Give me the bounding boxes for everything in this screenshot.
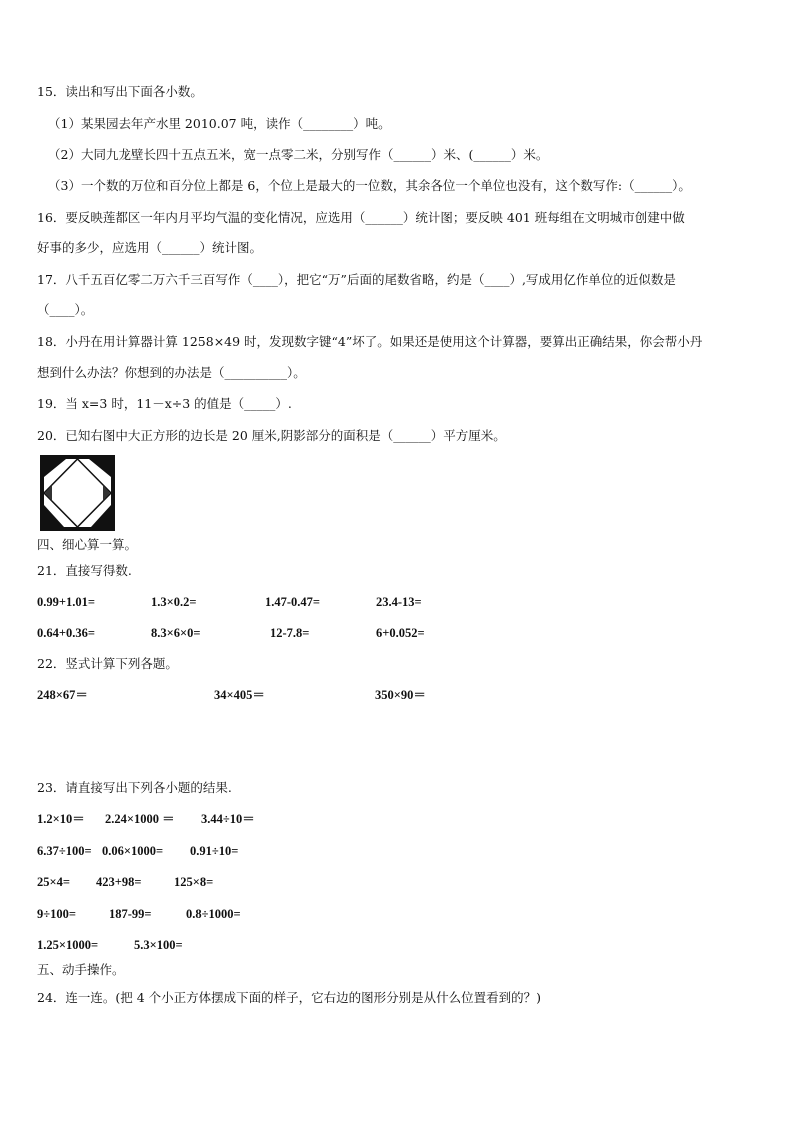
q15-part2: （2）大同九龙壁长四十五点五米，宽一点零二米，分别写作（______）米、(______）米。 bbox=[48, 147, 549, 162]
q17-line1: 17．八千五百亿零二万六千三百写作（____），把它“万”后面的尾数省略，约是（____）,写成用亿作单位的近似数是 bbox=[37, 272, 676, 287]
q24-text: 24．连一连。(把 4 个小正方体摆成下面的样子，它右边的图形分别是从什么位置看到的？) bbox=[37, 990, 542, 1005]
q23-r1-c2: 2.24×1000 ＝ bbox=[105, 812, 175, 826]
nested-squares-diagram bbox=[40, 455, 115, 531]
q23-r2-c1: 6.37÷100= bbox=[37, 844, 92, 858]
q23-r5-c2: 5.3×100= bbox=[134, 938, 183, 952]
q23-r2-c2: 0.06×1000= bbox=[102, 844, 164, 858]
q23-r5-c1: 1.25×1000= bbox=[37, 938, 99, 952]
q23-r1-c3: 3.44÷10＝ bbox=[201, 812, 255, 826]
q23-r4-c3: 0.8÷1000= bbox=[186, 907, 241, 921]
q16-line2: 好事的多少，应选用（______）统计图。 bbox=[37, 240, 263, 255]
q23-r2-c3: 0.91÷10= bbox=[190, 844, 239, 858]
q22-item2: 34×405＝ bbox=[214, 688, 265, 702]
q22-item3: 350×90＝ bbox=[375, 688, 426, 702]
q21-r1-c4: 23.4-13= bbox=[376, 595, 422, 609]
q21-stem: 21．直接写得数. bbox=[37, 563, 132, 578]
square-figure bbox=[40, 455, 115, 531]
q17-line2: （____）。 bbox=[37, 302, 94, 317]
q15-part3: （3）一个数的万位和百分位上都是 6，个位上是最大的一位数，其余各位一个单位也没有，这个数写作:（______）。 bbox=[48, 178, 691, 193]
q21-r1-c3: 1.47-0.47= bbox=[265, 595, 321, 609]
q19-text: 19．当 x=3 时，11－x÷3 的值是（_____）. bbox=[37, 396, 292, 411]
section5-title: 五、动手操作。 bbox=[37, 962, 125, 977]
shaded-triangle-bottom-left bbox=[44, 505, 64, 527]
section4-title: 四、细心算一算。 bbox=[37, 537, 138, 552]
q21-r2-c1: 0.64+0.36= bbox=[37, 626, 95, 640]
q23-stem: 23．请直接写出下列各小题的结果. bbox=[37, 780, 232, 795]
q23-r3-c2: 423+98= bbox=[96, 875, 142, 889]
q22-stem: 22．竖式计算下列各题。 bbox=[37, 656, 178, 671]
q15-stem: 15．读出和写出下面各小数。 bbox=[37, 84, 203, 99]
q15-part1: （1）某果园去年产水里 2010.07 吨，读作（________）吨。 bbox=[48, 116, 391, 131]
q21-r2-c3: 12-7.8= bbox=[270, 626, 310, 640]
q21-r2-c4: 6+0.052= bbox=[376, 626, 425, 640]
q23-r1-c1: 1.2×10＝ bbox=[37, 812, 85, 826]
q18-line2: 想到什么办法？你想到的办法是（__________）。 bbox=[37, 365, 306, 380]
q21-r1-c1: 0.99+1.01= bbox=[37, 595, 95, 609]
shaded-triangle-bottom-right bbox=[91, 505, 111, 527]
q22-item1: 248×67＝ bbox=[37, 688, 88, 702]
q23-r3-c3: 125×8= bbox=[174, 875, 214, 889]
q23-r3-c1: 25×4= bbox=[37, 875, 70, 889]
q18-line1: 18．小丹在用计算器计算 1258×49 时，发现数字键“4”坏了。如果还是使用这个计算器，要算出正确结果，你会帮小丹 bbox=[37, 334, 703, 349]
q21-r2-c2: 8.3×6×0= bbox=[151, 626, 201, 640]
q23-r4-c1: 9÷100= bbox=[37, 907, 76, 921]
q23-r4-c2: 187-99= bbox=[109, 907, 152, 921]
q21-r1-c2: 1.3×0.2= bbox=[151, 595, 197, 609]
q16-line1: 16．要反映莲都区一年内月平均气温的变化情况，应选用（______）统计图；要反映 401 班每组在文明城市创建中做 bbox=[37, 210, 685, 225]
q20-text: 20．已知右图中大正方形的边长是 20 厘米,阴影部分的面积是（______）平方厘米。 bbox=[37, 428, 506, 443]
